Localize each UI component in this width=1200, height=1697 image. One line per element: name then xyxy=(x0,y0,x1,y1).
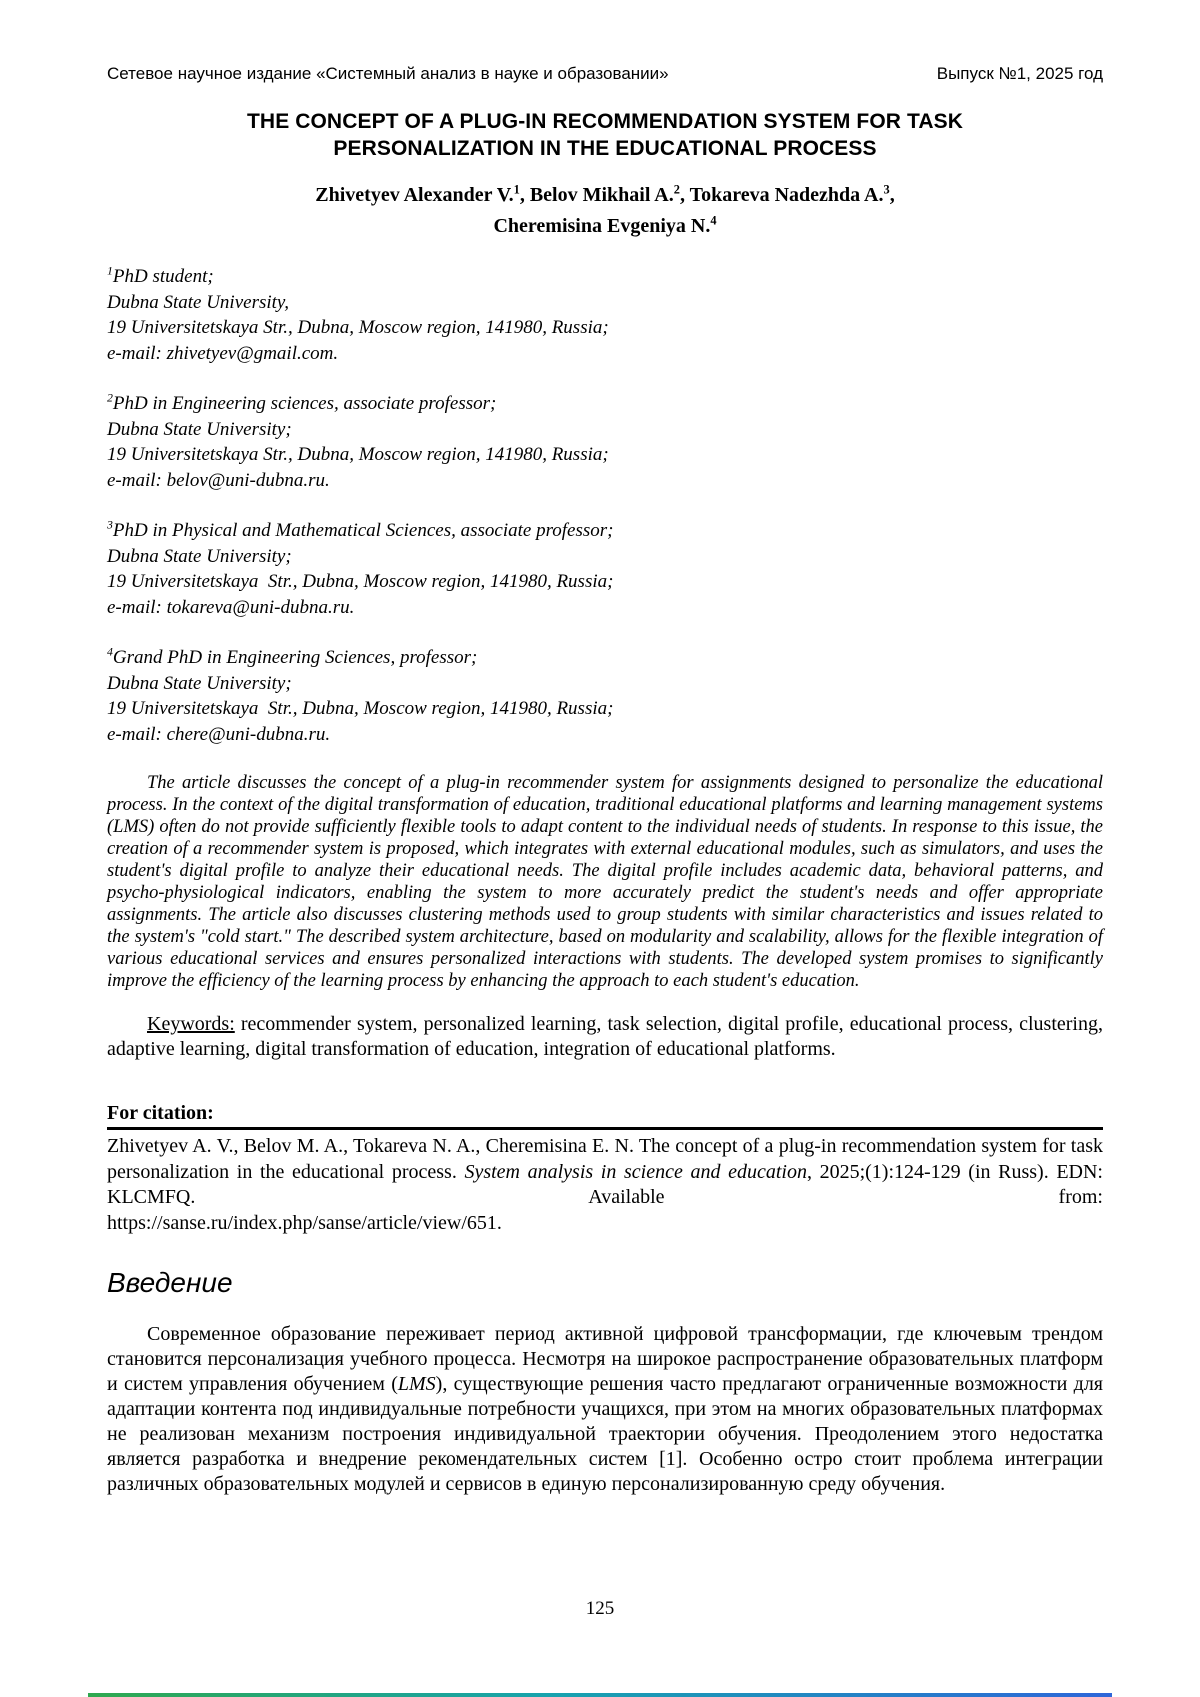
page-number: 125 xyxy=(585,1598,615,1619)
affiliation-address: 19 Universitetskaya Str., Dubna, Moscow region, 141980, Russia; xyxy=(107,698,614,719)
abstract-paragraph: The article discusses the concept of a plug-in recommender system for assignments designed to personalize the educational process. In the context of the digital transformation of education, traditional educational platforms and learning management systems (LMS) often do not provide sufficiently flexible tools to adapt content to the individual needs of students. In response to this issue, the creation of a recommender system is proposed, which integrates with external educational modules, such as simulators, and uses the student's digital profile to analyze their educational needs. The digital profile includes academic data, behavioral patterns, and psycho-physiological indicators, enabling the system to more accurately predict the student's needs and offer appropriate assignments. The article also discusses clustering methods used to group students with similar characteristics and issues related to the system's "cold start." The described system architecture, based on modularity and scalability, allows for the flexible integration of various educational services and ensures personalized interactions with students. The developed system promises to significantly improve the efficiency of the learning process by enhancing the approach to each student's education. xyxy=(107,773,1103,991)
for-citation-heading: For citation: xyxy=(107,1100,1103,1130)
affiliation-university: Dubna State University; xyxy=(107,418,292,440)
affiliation-email: e-mail: belov@uni-dubna.ru. xyxy=(107,469,330,491)
affiliation-role xyxy=(107,264,1103,290)
affiliation-university: Dubna State University; xyxy=(107,672,292,694)
author-name: Cheremisina Evgeniya N. xyxy=(493,215,711,237)
authors-line2 xyxy=(107,211,1103,242)
affiliation-email: e-mail: zhivetyev@gmail.com. xyxy=(107,342,339,364)
affiliation-role xyxy=(107,645,1103,671)
affiliation-block-2 xyxy=(107,391,1103,493)
author-affiliation-superscript: 1 xyxy=(513,182,520,197)
affiliation-superscript: 3 xyxy=(107,518,113,532)
footer-accent-bar xyxy=(88,1693,1112,1697)
citation-period: . xyxy=(496,1211,502,1234)
intro-text-part2: ), существующие решения часто предлагают ограниченные возможности для адаптации контента под индивидуальные потребности учащихся, при этом на многих образовательных платформах не реализован механизм построения индивидуальной траектории обучения. Преодолением этого недостатка является разработка и внедрение рекомендательных систем [1]. Особенно остро стоит проблема интеграции различных образовательных модулей и сервисов в единую персонализированную среду обучения. xyxy=(107,1373,1103,1495)
affiliations xyxy=(107,264,1103,747)
citation-issue-info: , 2025;(1):124-129 (in Russ). EDN: KLCMFQ. Available from: xyxy=(107,1160,1103,1208)
affiliation-superscript: 4 xyxy=(107,645,113,659)
authors-line1 xyxy=(107,180,1103,211)
affiliation-block-1 xyxy=(107,264,1103,366)
author-name: Zhivetyev Alexander V. xyxy=(315,184,514,206)
keywords-paragraph xyxy=(107,1012,1103,1062)
affiliation-role-text: PhD student; xyxy=(112,266,214,287)
affiliation-block-3 xyxy=(107,518,1103,620)
author-affiliation-superscript: 4 xyxy=(710,213,717,228)
affiliation-email: e-mail: tokareva@uni-dubna.ru. xyxy=(107,596,355,618)
article-title xyxy=(107,108,1103,162)
affiliation-address: 19 Universitetskaya Str., Dubna, Moscow region, 141980, Russia; xyxy=(107,317,609,338)
citation-paragraph xyxy=(107,1134,1103,1211)
citation-authors-and-title: Zhivetyev A. V., Belov M. A., Tokareva N. A., Cheremisina E. N. The concept of a plug-in recommendation system for task personalization in the educational process. xyxy=(107,1135,1103,1183)
keywords-label: Keywords: xyxy=(147,1013,235,1035)
affiliation-email: e-mail: chere@uni-dubna.ru. xyxy=(107,723,331,745)
intro-text-part1: Современное образование переживает период активной цифровой трансформации, где ключевым трендом становится персонализация учебного процесса. Несмотря на широкое распространение образовательных платформ и систем управления обучением ( xyxy=(107,1323,1103,1395)
affiliation-role-text: PhD in Physical and Mathematical Sciences, associate professor; xyxy=(112,520,614,541)
page-header xyxy=(107,0,1103,84)
issue-label: Выпуск №1, 2025 год xyxy=(936,64,1103,83)
affiliation-superscript: 1 xyxy=(107,264,113,278)
affiliation-address: 19 Universitetskaya Str., Dubna, Moscow region, 141980, Russia; xyxy=(107,444,609,465)
affiliation-role-text: Grand PhD in Engineering Sciences, professor; xyxy=(112,647,478,668)
affiliation-role-text: PhD in Engineering sciences, associate professor; xyxy=(112,393,497,414)
article-title-line1: THE CONCEPT OF A PLUG-IN RECOMMENDATION SYSTEM FOR TASK xyxy=(247,110,963,133)
section-heading-introduction: Введение xyxy=(107,1267,233,1298)
author-name: , Tokareva Nadezhda A. xyxy=(679,184,884,206)
affiliation-superscript: 2 xyxy=(107,391,113,405)
authors xyxy=(107,180,1103,242)
author-affiliation-superscript: 2 xyxy=(673,182,680,197)
lms-abbreviation: LMS xyxy=(397,1373,436,1395)
authors-separator: , xyxy=(889,184,895,206)
citation-url[interactable]: https://sanse.ru/index.php/sanse/article/view/651 xyxy=(107,1211,497,1234)
keywords-text: recommender system, personalized learning, task selection, digital profile, educational process, clustering, adaptive learning, digital transformation of education, integration of educational platforms. xyxy=(107,1013,1103,1060)
affiliation-role xyxy=(107,391,1103,417)
author-affiliation-superscript: 3 xyxy=(883,182,890,197)
affiliation-role xyxy=(107,518,1103,544)
affiliation-university: Dubna State University; xyxy=(107,545,292,567)
journal-name: Сетевое научное издание «Системный анализ в науке и образовании» xyxy=(107,64,669,83)
intro-paragraph xyxy=(107,1322,1103,1497)
affiliation-block-4 xyxy=(107,645,1103,747)
citation-url-line xyxy=(107,1211,1103,1237)
author-name: , Belov Mikhail A. xyxy=(519,184,674,206)
citation-journal: System analysis in science and education xyxy=(464,1160,807,1183)
article-title-line2: PERSONALIZATION IN THE EDUCATIONAL PROCESS xyxy=(333,137,877,160)
affiliation-address: 19 Universitetskaya Str., Dubna, Moscow region, 141980, Russia; xyxy=(107,571,614,592)
affiliation-university: Dubna State University, xyxy=(107,291,290,313)
